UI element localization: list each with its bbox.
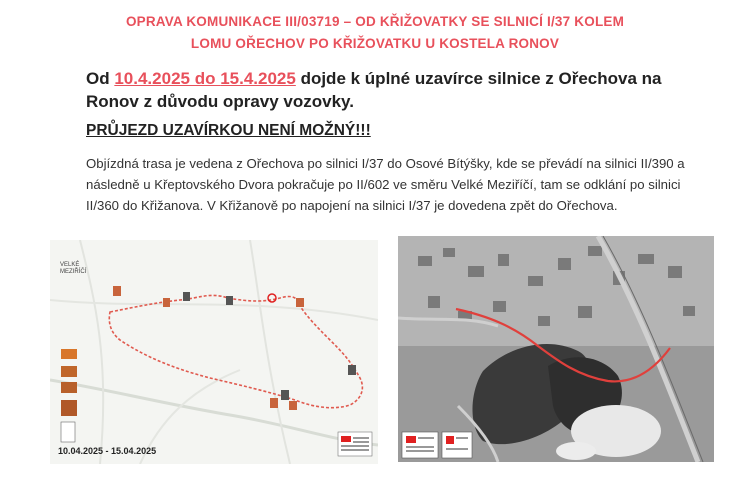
town-label-1: VELKÉ bbox=[60, 262, 80, 268]
detour-map bbox=[50, 240, 378, 464]
aerial-photo bbox=[398, 236, 714, 462]
town-label-2: MEZIŘÍČÍ bbox=[60, 269, 87, 275]
header-line-1: OPRAVA KOMUNIKACE III/03719 – OD KŘIŽOVATKY SE SILNICÍ I/37 KOLEM bbox=[125, 14, 625, 29]
sign-icon bbox=[183, 292, 190, 301]
closure-prefix: Od bbox=[86, 69, 115, 88]
legend-sign-2 bbox=[61, 366, 77, 377]
closure-date-to: 15.4.2025 bbox=[220, 69, 296, 88]
aerial-notice-card bbox=[402, 432, 438, 458]
sign-icon bbox=[163, 298, 170, 307]
closure-date-from: 10.4.2025 bbox=[114, 69, 190, 88]
legend-sign-5 bbox=[61, 422, 75, 442]
closure-suffix: dojde k úplné uzavírce silnice z Ořechova na Ronov z důvodu opravy vozovky. bbox=[86, 69, 662, 111]
sign-icon bbox=[348, 365, 356, 375]
closure-statement bbox=[86, 67, 706, 113]
legend-sign-3 bbox=[61, 382, 77, 393]
sign-icon bbox=[281, 390, 289, 400]
sign-icon bbox=[113, 286, 121, 296]
legend-sign-1 bbox=[61, 349, 77, 359]
aerial-legend-card bbox=[442, 432, 472, 458]
sign-icon bbox=[289, 401, 297, 410]
sign-icon bbox=[226, 296, 233, 305]
detour-description: Objízdná trasa je vedena z Ořechova po silnici I/37 do Osové Bítýšky, kde se převádí na silnici II/390 a následně u Křeptovského Dvora pokračuje po II/602 ve směru Velké Meziříčí, tam se odklání po silnici II/360 do Křižanova. V Křižanově po napojení na silnici I/37 je dovedena zpět do Ořechova. bbox=[86, 156, 685, 213]
header-line-2: LOMU OŘECHOV PO KŘIŽOVATKU U KOSTELA RONOV bbox=[190, 36, 560, 51]
sign-icon bbox=[296, 298, 304, 307]
sign-icon bbox=[270, 398, 278, 408]
legend-sign-4 bbox=[61, 400, 77, 416]
map-date-range: 10.04.2025 - 15.04.2025 bbox=[58, 446, 157, 456]
closure-date-middle: do bbox=[189, 69, 221, 88]
notice-card bbox=[338, 432, 372, 456]
no-passage-warning: PRŮJEZD UZAVÍRKOU NENÍ MOŽNÝ!!! bbox=[86, 122, 371, 139]
